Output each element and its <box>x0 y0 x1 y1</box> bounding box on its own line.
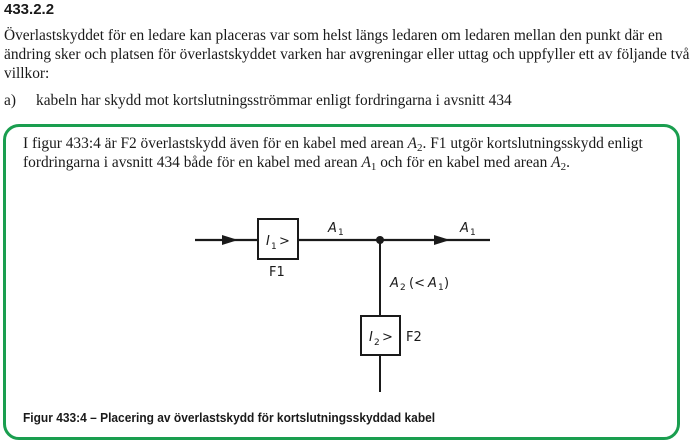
f1-label: F1 <box>269 265 285 280</box>
f1-suffix: > <box>279 234 290 249</box>
note-text-part: och för en kabel med arean <box>376 154 552 171</box>
variable-a: A <box>407 135 418 152</box>
branch-label-sub: 2 <box>400 283 406 293</box>
figure-caption: Figur 433:4 – Placering av överlastskydd för kortslutningsskyddad kabel <box>23 410 436 425</box>
list-item-label: a) <box>4 92 16 109</box>
section-paragraph: Överlastskyddet för en ledare kan placeras var som helst längs ledaren om ledaren mellan den punkt där en ändring sker och platsen för överlastskyddet varken har avgreningar eller uttag och uppfyller ett av följande två villkor: <box>4 27 690 82</box>
variable-subscript: 2 <box>417 142 423 154</box>
input-arrow-icon <box>222 235 238 245</box>
output-arrow-icon <box>434 235 450 245</box>
variable-a: A <box>361 154 371 171</box>
branch-condition-var: A <box>428 276 437 291</box>
main-line-label-left: A <box>328 221 337 236</box>
f2-suffix: > <box>382 330 393 345</box>
main-line-label-right-sub: 1 <box>470 228 476 238</box>
note-text-part: . F1 utgör kortslutningsskydd enligt fordringarna i avsnitt 434 både för en kabel med arean <box>23 135 643 171</box>
f2-label: F2 <box>406 330 422 345</box>
f2-symbol: I <box>369 330 373 345</box>
branch-label: A <box>390 276 399 291</box>
variable-a: A <box>551 154 561 171</box>
branch-condition-close: ) <box>444 276 450 291</box>
f2-subscript: 2 <box>374 338 380 348</box>
branch-condition-open: (< <box>409 276 425 291</box>
f2-protection-box <box>361 316 400 355</box>
note-text-part: I figur 433:4 är F2 överlastskydd även för en kabel med arean <box>23 135 408 152</box>
branch-condition-sub: 1 <box>438 283 444 293</box>
main-line-label-right: A <box>460 221 469 236</box>
main-line-label-left-sub: 1 <box>338 228 344 238</box>
list-item-text: kabeln har skydd mot kortslutningsströmmar enligt fordringarna i avsnitt 434 <box>36 92 512 109</box>
f1-protection-box <box>258 219 298 259</box>
variable-subscript: 2 <box>560 161 567 173</box>
section-number: 433.2.2 <box>4 1 55 18</box>
f1-subscript: 1 <box>271 242 277 252</box>
f1-symbol: I <box>266 234 270 249</box>
variable-subscript: 1 <box>370 161 377 173</box>
note-text-part: . <box>566 154 570 171</box>
